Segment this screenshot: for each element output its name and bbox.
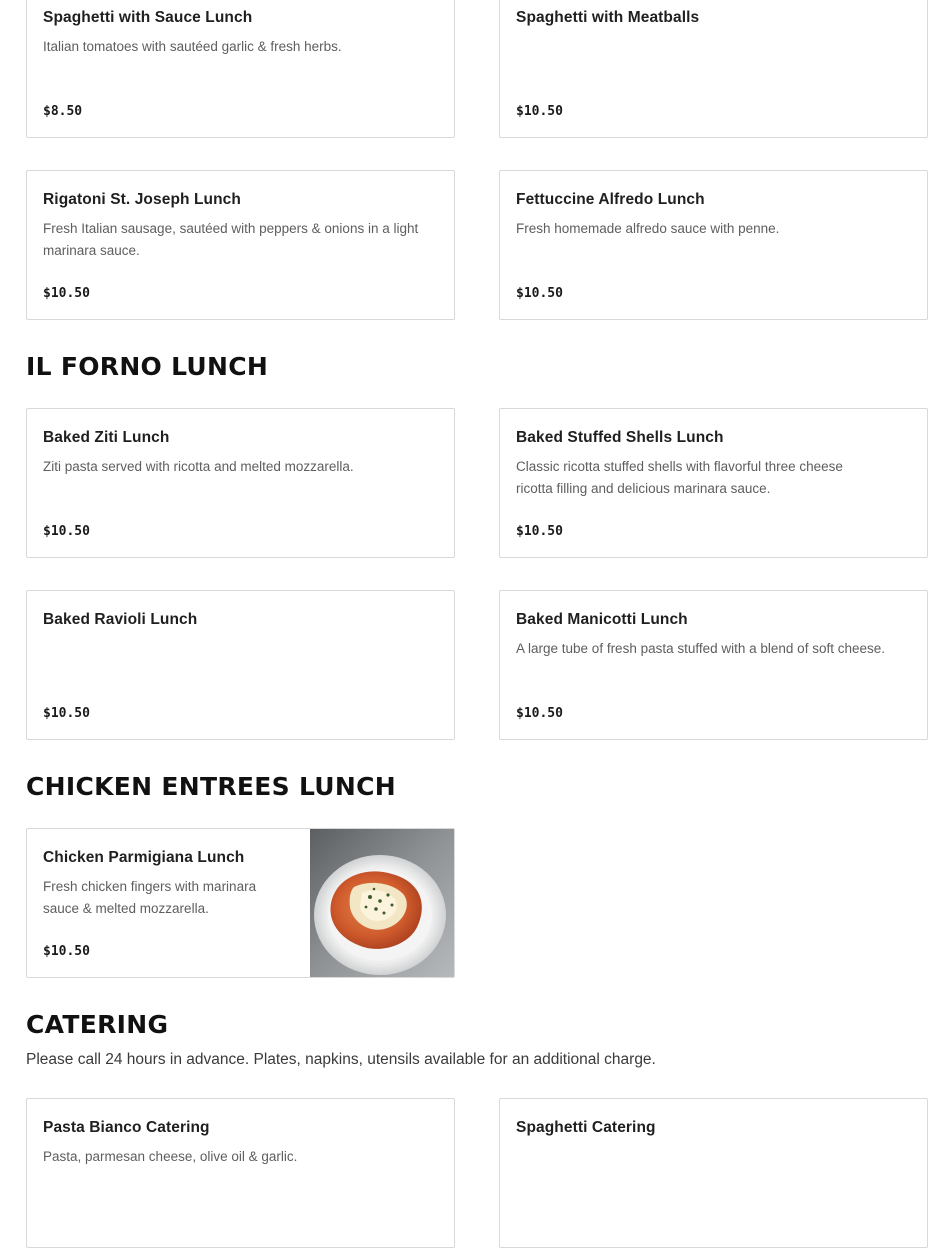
menu-item-description: Italian tomatoes with sautéed garlic & fresh herbs. <box>43 39 342 54</box>
menu-item-card[interactable] <box>26 170 455 320</box>
menu-item-description: A large tube of fresh pasta stuffed with a blend of soft cheese. <box>516 641 885 656</box>
menu-item-price: $10.50 <box>516 104 563 119</box>
menu-item-card[interactable] <box>26 590 455 740</box>
menu-item-price: $10.50 <box>43 524 90 539</box>
menu-item-name: Spaghetti with Meatballs <box>516 9 700 26</box>
menu-item-card[interactable] <box>499 408 928 558</box>
menu-item-price: $8.50 <box>43 104 83 119</box>
menu-item-card[interactable] <box>499 590 928 740</box>
menu-item-name: Baked Stuffed Shells Lunch <box>516 429 724 446</box>
menu-item-price: $10.50 <box>43 944 90 959</box>
catering-note: Please call 24 hours in advance. Plates, napkins, utensils available for an additional charge. <box>26 1051 656 1068</box>
section-title-chicken-entrees: CHICKEN ENTREES LUNCH <box>26 772 396 801</box>
menu-item-price: $10.50 <box>43 706 90 721</box>
menu-item-name: Rigatoni St. Joseph Lunch <box>43 191 241 208</box>
menu-item-card[interactable] <box>26 0 455 138</box>
menu-item-name: Baked Manicotti Lunch <box>516 611 688 628</box>
menu-item-name: Baked Ziti Lunch <box>43 429 170 446</box>
chicken-parmigiana-photo <box>310 829 454 976</box>
menu-item-card[interactable] <box>499 170 928 320</box>
menu-item-name: Fettuccine Alfredo Lunch <box>516 191 705 208</box>
menu-item-name: Spaghetti Catering <box>516 1119 656 1136</box>
menu-item-description: Fresh Italian sausage, sautéed with peppers & onions in a light marinara sauce. <box>43 221 419 258</box>
section-title-il-forno: IL FORNO LUNCH <box>26 352 269 381</box>
menu-item-name: Pasta Bianco Catering <box>43 1119 210 1136</box>
menu-item-description: Ziti pasta served with ricotta and melted mozzarella. <box>43 459 354 474</box>
menu-item-card[interactable] <box>499 1098 928 1248</box>
menu-item-card[interactable] <box>26 408 455 558</box>
menu-item-description: Fresh chicken fingers with marinara sauce & melted mozzarella. <box>43 879 257 916</box>
menu-item-description: Pasta, parmesan cheese, olive oil & garlic. <box>43 1149 298 1164</box>
section-title-catering: CATERING <box>26 1010 169 1039</box>
menu-item-name: Baked Ravioli Lunch <box>43 611 198 628</box>
menu-item-card[interactable] <box>26 828 455 978</box>
menu-item-price: $10.50 <box>516 286 563 301</box>
menu-item-description: Fresh homemade alfredo sauce with penne. <box>516 221 780 236</box>
menu-item-card[interactable] <box>26 1098 455 1248</box>
menu-item-price: $10.50 <box>43 286 90 301</box>
menu-item-price: $10.50 <box>516 524 563 539</box>
menu-item-description: Classic ricotta stuffed shells with flavorful three cheese ricotta filling and delicious marinara sauce. <box>516 459 843 496</box>
menu-item-card[interactable] <box>499 0 928 138</box>
menu-item-price: $10.50 <box>516 706 563 721</box>
menu-item-name: Chicken Parmigiana Lunch <box>43 849 245 866</box>
menu-item-name: Spaghetti with Sauce Lunch <box>43 9 253 26</box>
